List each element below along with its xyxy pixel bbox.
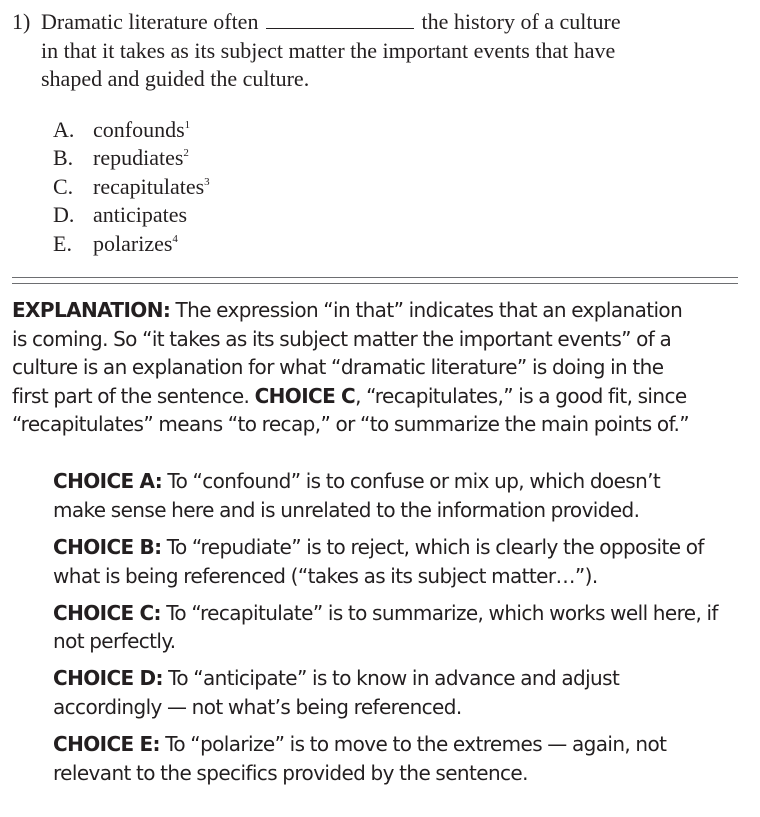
choice-text: confounds$^1$: [93, 116, 191, 142]
explanation-heading: EXPLANATION:: [12, 298, 171, 322]
explanation-line-4: first part of the sentence. CHOICE C, “recapitulates,” is a good fit, since: [12, 383, 687, 408]
choice-letter: C.: [53, 173, 74, 199]
answer-choices: [53, 116, 747, 259]
choice-text: repudiates$^2$: [93, 145, 189, 170]
answer-choice-c: [53, 173, 747, 202]
explanation-line-3: culture is an explanation for what “dramatic literature” is doing in the: [12, 355, 664, 380]
choice-note-label: CHOICE C:: [53, 600, 161, 625]
divider-bottom: [12, 283, 738, 284]
choice-note-e: CHOICE E: To “polarize” is to move to the extremes — again, not relevant to the specifics provided by the sentence.: [53, 732, 667, 785]
explanation-line-5: “recapitulates” means “to recap,” or “to summarize the main points of.”: [12, 412, 689, 437]
choice-note-label: CHOICE E:: [53, 732, 160, 757]
explanation-line-1: EXPLANATION: The expression “in that” indicates that an explanation: [12, 298, 683, 322]
explanation-line-2: is coming. So “it takes as its subject matter the important events” of a: [12, 326, 672, 351]
choice-note-b: CHOICE B: To “repudiate” is to reject, which is clearly the opposite of what is being referenced (“takes as its subject matter…”).: [53, 534, 704, 588]
footnote-marker: 4: [172, 232, 178, 245]
question-number: 1): [12, 9, 31, 34]
choice-note-d: CHOICE D: To “anticipate” is to know in advance and adjust accordingly — not what’s being referenced.: [53, 666, 620, 720]
answer-blank: [266, 10, 414, 29]
choice-letter: E.: [53, 230, 72, 256]
choice-text: anticipates: [93, 202, 188, 227]
choice-letter: A.: [53, 116, 75, 142]
choice-c-highlight: CHOICE C: [254, 383, 356, 408]
answer-choice-d: [53, 201, 747, 230]
choice-note-c: CHOICE C: To “recapitulate” is to summarize, which works well here, if not perfectly.: [53, 600, 718, 654]
divider-top: [12, 277, 738, 278]
choice-text: recapitulates$^3$: [93, 173, 210, 199]
choice-note-label: CHOICE A:: [53, 469, 163, 493]
choice-note-label: CHOICE B:: [53, 534, 162, 559]
question-block: [12, 8, 747, 258]
answer-choice-e: [53, 230, 747, 259]
footnote-marker: 2: [183, 147, 189, 159]
choice-letter: D.: [53, 202, 75, 227]
choice-text: polarizes$^4$: [93, 230, 178, 256]
answer-choice-b: [53, 144, 747, 173]
footnote-marker: 3: [204, 175, 210, 188]
question-stem: [41, 8, 747, 94]
question-line-1-before: Dramatic literature often: [41, 9, 259, 34]
choice-note-a: CHOICE A: To “confound” is to confuse or mix up, which doesn’t make sense here and is unrelated to the information provided.: [53, 469, 661, 522]
question-line-2: in that it takes as its subject matter the important events that have: [41, 37, 616, 63]
choice-letter: B.: [53, 145, 74, 170]
footnote-marker: 1: [184, 118, 191, 131]
question-line-1-after: the history of a culture: [421, 9, 621, 34]
question-line-3: shaped and guided the culture.: [41, 66, 310, 91]
explanation-block: [12, 296, 752, 439]
answer-choice-a: [53, 116, 747, 145]
choice-note-label: CHOICE D:: [53, 666, 163, 691]
choice-notes: [53, 467, 753, 796]
